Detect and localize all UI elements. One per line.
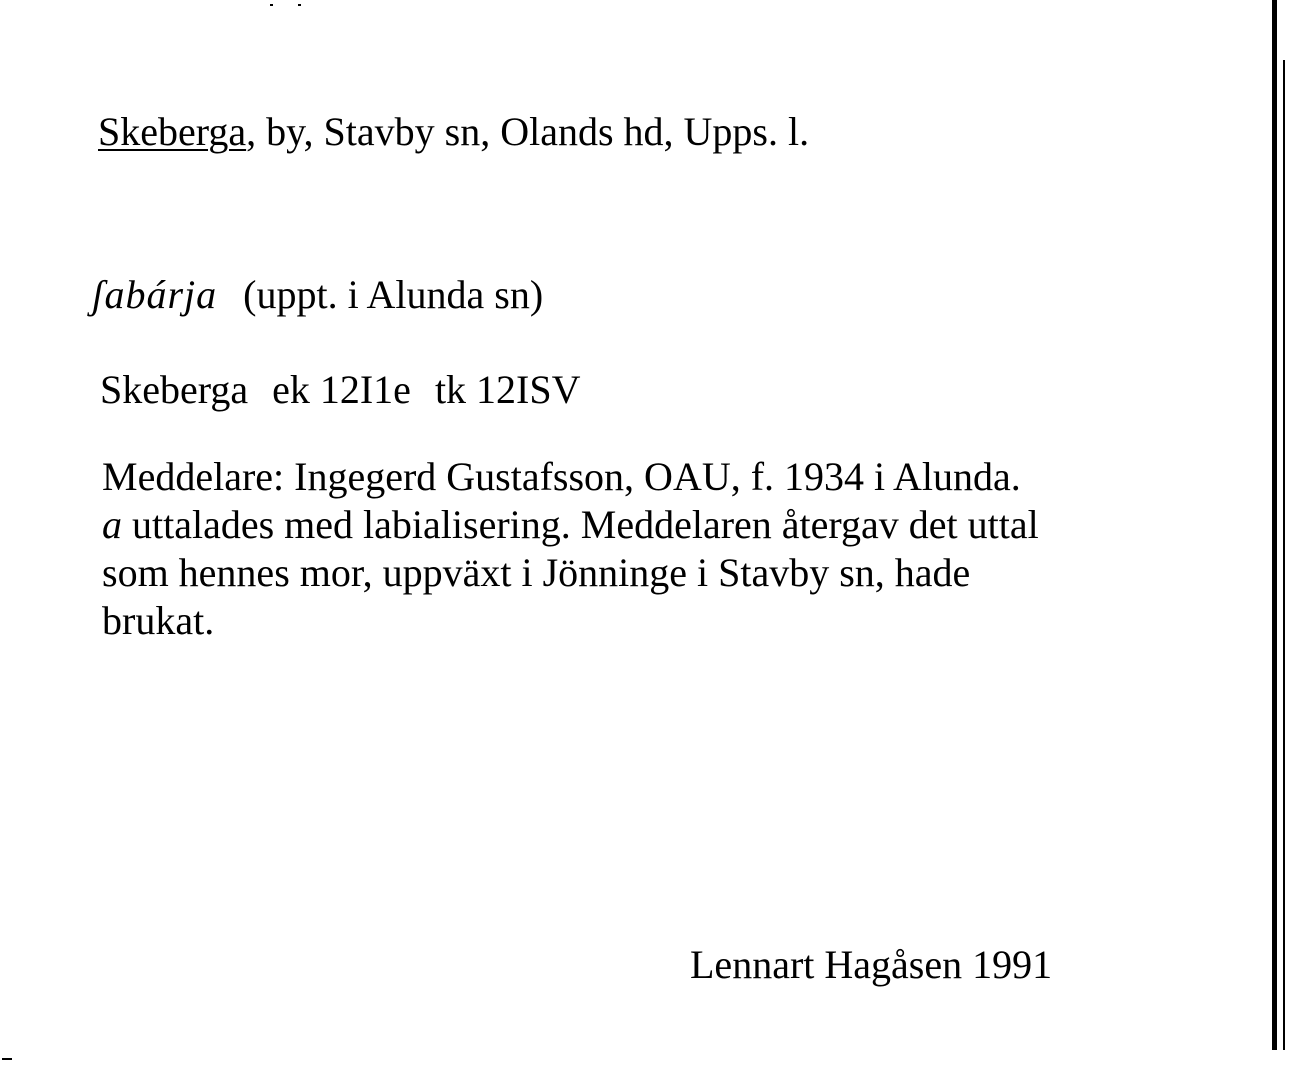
scan-speck [2,1058,12,1060]
place-heading [98,109,810,154]
informant-line-text: uttalades med labialisering. Meddelaren återgav det uttal [122,502,1039,547]
pronunciation-note: (uppt. i Alunda sn) [243,272,544,317]
informant-line: som hennes mor, uppväxt i Jönninge i Stavby sn, hade [102,550,971,595]
topographic-map-ref: tk 12ISV [434,367,581,412]
place-description: , by, Stavby sn, Olands hd, Upps. l. [246,109,810,154]
card-edge-line-thin [1283,60,1285,1050]
labial-symbol: a [102,502,122,547]
card-edge-line [1272,0,1277,1050]
pronunciation-line [92,272,544,317]
economic-map-ref: ek 12I1e [272,367,411,412]
informant-line [102,501,1252,549]
informant-line: Meddelare: Ingegerd Gustafsson, OAU, f. 1934 i Alunda. [102,454,1021,499]
map-reference-line [100,367,581,412]
scan-speck [270,4,273,6]
informant-line: brukat. [102,598,215,643]
scan-speck [298,4,301,6]
place-name: Skeberga [98,109,247,154]
signature: Lennart Hagåsen 1991 [690,942,1053,987]
phonetic-transcription: ʃabárja [92,272,218,317]
informant-paragraph [102,453,1252,645]
map-name: Skeberga [100,367,249,412]
